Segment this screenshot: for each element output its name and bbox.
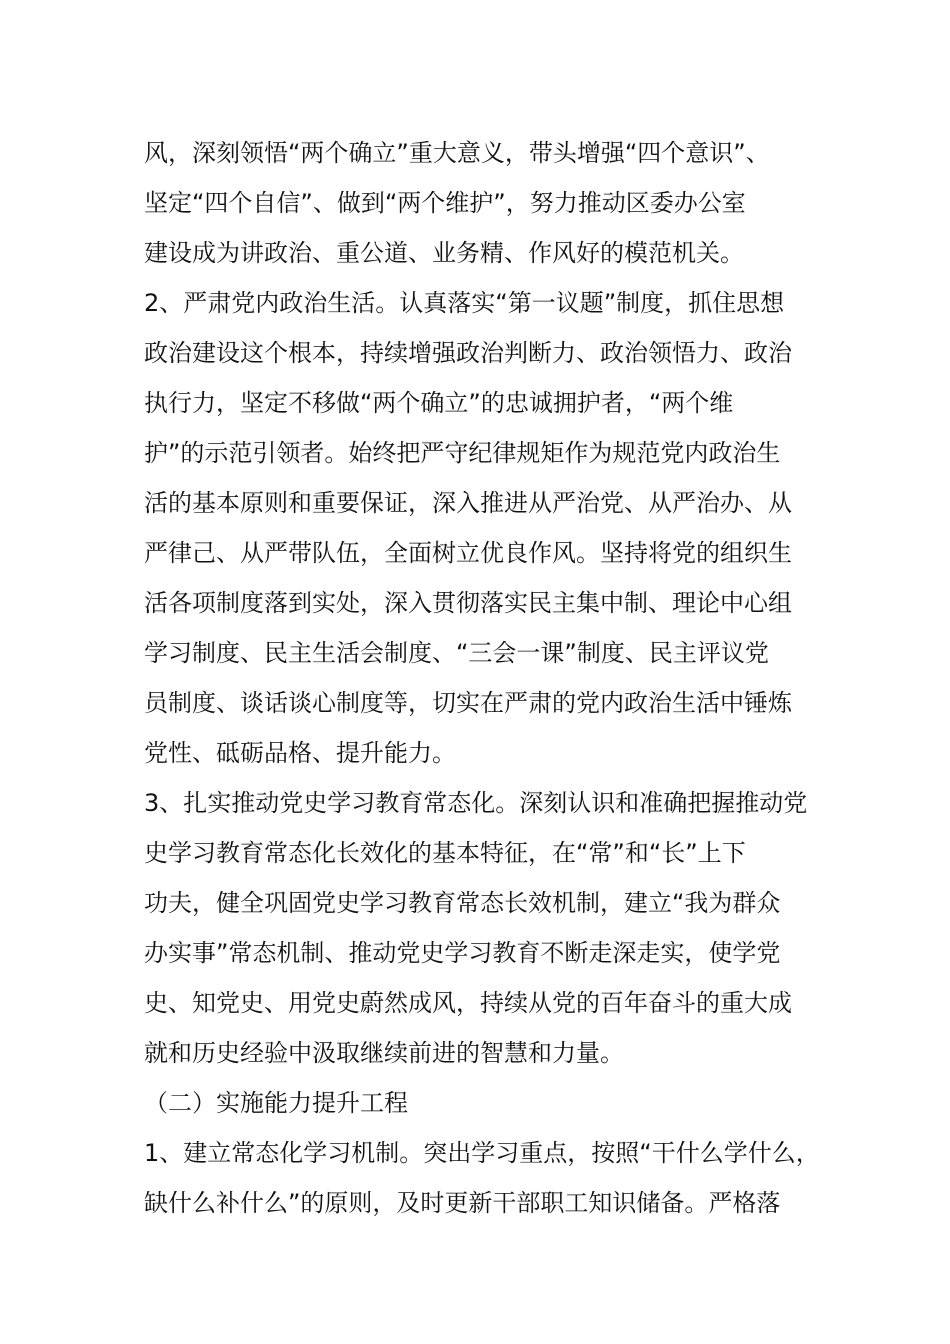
text-line: 员制度、谈话谈心制度等，切实在严肃的党内政治生活中锤炼 — [144, 689, 792, 717]
text-line: 党性、砥砺品格、提升能力。 — [144, 739, 456, 767]
text-line: 3、扎实推动党史学习教育常态化。深刻认识和准确把握推动党 — [144, 789, 808, 817]
text-line: 风，深刻领悟“两个确立”重大意义，带头增强“四个意识”、 — [144, 139, 770, 167]
body-text — [144, 128, 824, 1228]
text-line: 史学习教育常态化长效化的基本特征，在“常”和“长”上下 — [144, 839, 746, 867]
text-line: 就和历史经验中汲取继续前进的智慧和力量。 — [144, 1039, 624, 1067]
text-line: 缺什么补什么”的原则，及时更新干部职工知识储备。严格落 — [144, 1189, 781, 1217]
text-line: 史、知党史、用党史蔚然成风，持续从党的百年奋斗的重大成 — [144, 989, 792, 1017]
text-line: 严律己、从严带队伍，全面树立优良作风。坚持将党的组织生 — [144, 539, 792, 567]
text-line: 功夫，健全巩固党史学习教育常态长效机制，建立“我为群众 — [144, 889, 781, 917]
text-line: 政治建设这个根本，持续增强政治判断力、政治领悟力、政治 — [144, 339, 792, 367]
text-line: 执行力，坚定不移做“两个确立”的忠诚拥护者，“两个维 — [144, 389, 734, 417]
section-heading: （二）实施能力提升工程 — [144, 1089, 408, 1117]
text-line: 活的基本原则和重要保证，深入推进从严治党、从严治办、从 — [144, 489, 792, 517]
text-line: 2、严肃党内政治生活。认真落实“第一议题”制度，抓住思想 — [144, 289, 785, 317]
text-line: 坚定“四个自信”、做到“两个维护”，努力推动区委办公室 — [144, 189, 746, 217]
text-line: 学习制度、民主生活会制度、“三会一课”制度、民主评议党 — [144, 639, 769, 667]
text-line: 护”的示范引领者。始终把严守纪律规矩作为规范党内政治生 — [144, 439, 781, 467]
text-line: 活各项制度落到实处，深入贯彻落实民主集中制、理论中心组 — [144, 589, 792, 617]
text-line: 1、建立常态化学习机制。突出学习重点，按照“干什么学什么， — [144, 1139, 820, 1167]
text-line: 建设成为讲政治、重公道、业务精、作风好的模范机关。 — [144, 239, 744, 267]
text-line: 办实事”常态机制、推动党史学习教育不断走深走实，使学党 — [144, 939, 781, 967]
